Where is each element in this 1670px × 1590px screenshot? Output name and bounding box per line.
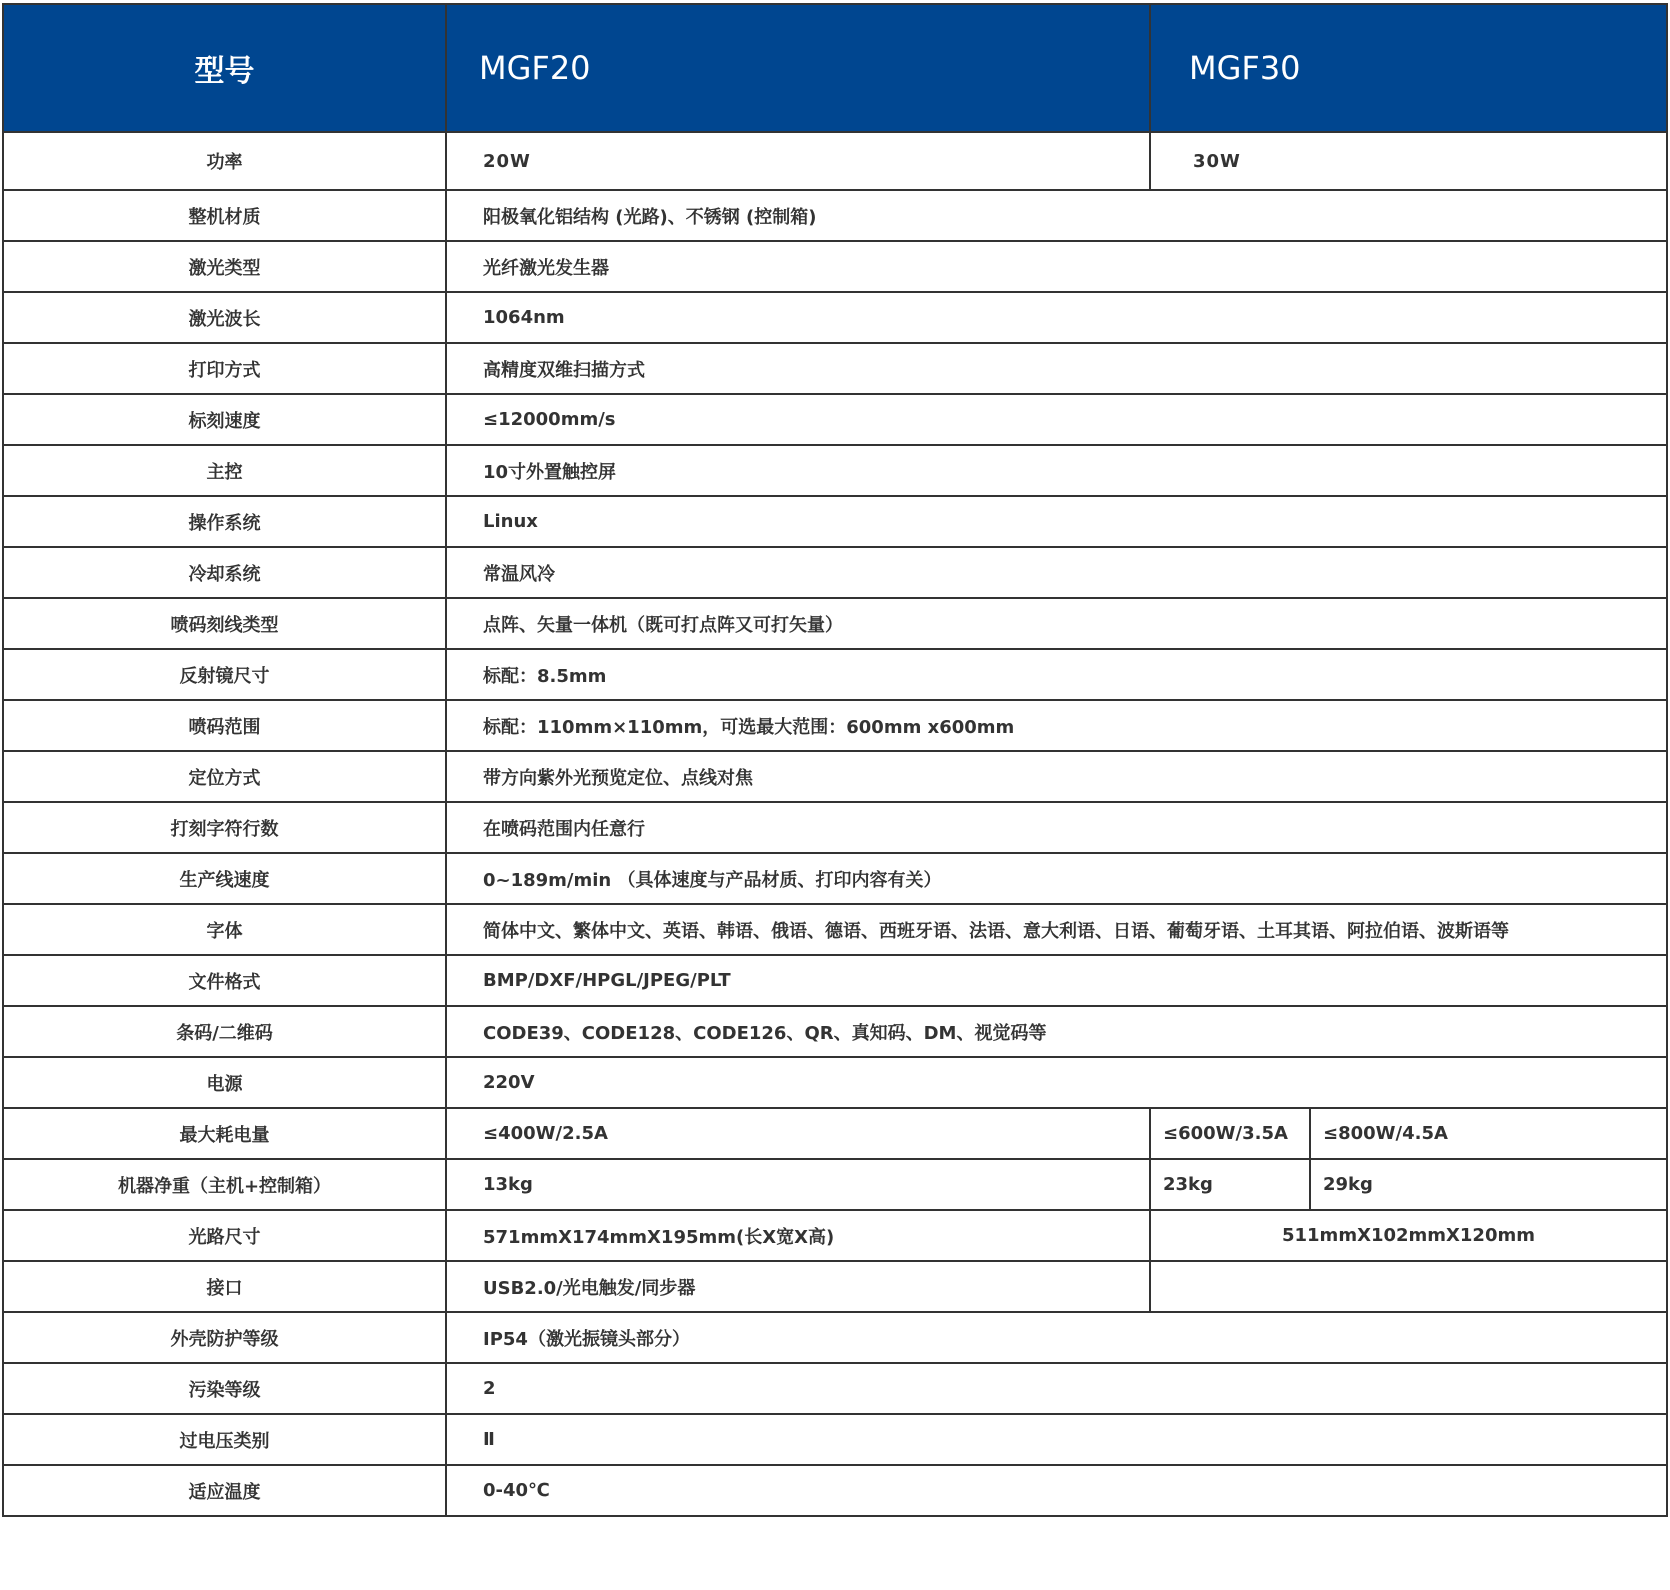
row-value: Linux	[446, 496, 1667, 547]
table-row	[3, 292, 1667, 343]
header-row	[3, 4, 1667, 132]
row-label: 功率	[3, 132, 446, 190]
table-row-optical-size	[3, 1210, 1667, 1261]
table-row	[3, 1006, 1667, 1057]
row-value: BMP/DXF/HPGL/JPEG/PLT	[446, 955, 1667, 1006]
row-value: 高精度双维扫描方式	[446, 343, 1667, 394]
row-value: ≤12000mm/s	[446, 394, 1667, 445]
header-model-mgf30: MGF30	[1150, 4, 1667, 132]
row-value: IP54（激光振镜头部分）	[446, 1312, 1667, 1363]
row-label: 最大耗电量	[3, 1108, 446, 1159]
row-label: 外壳防护等级	[3, 1312, 446, 1363]
row-value-2: ≤600W/3.5A	[1150, 1108, 1310, 1159]
row-value: 220V	[446, 1057, 1667, 1108]
row-label: 生产线速度	[3, 853, 446, 904]
row-value-mgf20: 20W	[446, 132, 1150, 190]
table-row	[3, 649, 1667, 700]
row-value: 0-40℃	[446, 1465, 1667, 1516]
table-row-power	[3, 132, 1667, 190]
row-label: 标刻速度	[3, 394, 446, 445]
table-row	[3, 1414, 1667, 1465]
table-row-net-weight	[3, 1159, 1667, 1210]
row-label: 定位方式	[3, 751, 446, 802]
row-label: 喷码刻线类型	[3, 598, 446, 649]
row-value-mgf30: 30W	[1150, 132, 1667, 190]
row-value: 1064nm	[446, 292, 1667, 343]
row-label: 反射镜尺寸	[3, 649, 446, 700]
table-row	[3, 496, 1667, 547]
row-value: USB2.0/光电触发/同步器	[446, 1261, 1150, 1312]
table-row	[3, 1312, 1667, 1363]
row-value: 光纤激光发生器	[446, 241, 1667, 292]
row-label: 整机材质	[3, 190, 446, 241]
row-label: 过电压类别	[3, 1414, 446, 1465]
table-row	[3, 955, 1667, 1006]
row-value: 简体中文、繁体中文、英语、韩语、俄语、德语、西班牙语、法语、意大利语、日语、葡萄牙语、土耳其语、阿拉伯语、波斯语等	[446, 904, 1667, 955]
row-value-2: 511mmX102mmX120mm	[1150, 1210, 1667, 1261]
row-label: 文件格式	[3, 955, 446, 1006]
row-label: 电源	[3, 1057, 446, 1108]
row-value-1: ≤400W/2.5A	[446, 1108, 1150, 1159]
row-label: 激光类型	[3, 241, 446, 292]
table-row	[3, 241, 1667, 292]
row-value-1: 571mmX174mmX195mm(长X宽X高)	[446, 1210, 1150, 1261]
table-row	[3, 394, 1667, 445]
row-value-1: 13kg	[446, 1159, 1150, 1210]
row-label: 污染等级	[3, 1363, 446, 1414]
table-row	[3, 1465, 1667, 1516]
row-value: 2	[446, 1363, 1667, 1414]
row-label: 喷码范围	[3, 700, 446, 751]
row-label: 冷却系统	[3, 547, 446, 598]
table-row	[3, 190, 1667, 241]
row-label: 机器净重（主机+控制箱）	[3, 1159, 446, 1210]
row-value: 带方向紫外光预览定位、点线对焦	[446, 751, 1667, 802]
row-label: 打刻字符行数	[3, 802, 446, 853]
row-label: 激光波长	[3, 292, 446, 343]
row-label: 适应温度	[3, 1465, 446, 1516]
header-model-mgf20: MGF20	[446, 4, 1150, 132]
row-label: 接口	[3, 1261, 446, 1312]
row-value: 在喷码范围内任意行	[446, 802, 1667, 853]
row-label: 光路尺寸	[3, 1210, 446, 1261]
table-row	[3, 445, 1667, 496]
table-row	[3, 700, 1667, 751]
spec-table	[2, 3, 1668, 1517]
table-row	[3, 904, 1667, 955]
table-row	[3, 547, 1667, 598]
row-value: 10寸外置触控屏	[446, 445, 1667, 496]
row-label: 操作系统	[3, 496, 446, 547]
row-value: 0~189m/min （具体速度与产品材质、打印内容有关）	[446, 853, 1667, 904]
table-row	[3, 802, 1667, 853]
header-label: 型号	[3, 4, 446, 132]
row-value: 标配：8.5mm	[446, 649, 1667, 700]
table-row	[3, 853, 1667, 904]
table-row	[3, 598, 1667, 649]
row-label: 字体	[3, 904, 446, 955]
row-label: 条码/二维码	[3, 1006, 446, 1057]
empty-cell	[1150, 1261, 1667, 1312]
row-value-3: ≤800W/4.5A	[1310, 1108, 1667, 1159]
row-value: 点阵、矢量一体机（既可打点阵又可打矢量）	[446, 598, 1667, 649]
table-row	[3, 1057, 1667, 1108]
row-value-3: 29kg	[1310, 1159, 1667, 1210]
table-row	[3, 1363, 1667, 1414]
table-row	[3, 343, 1667, 394]
row-label: 打印方式	[3, 343, 446, 394]
row-value: Ⅱ	[446, 1414, 1667, 1465]
row-value-2: 23kg	[1150, 1159, 1310, 1210]
table-row-interface	[3, 1261, 1667, 1312]
row-value: CODE39、CODE128、CODE126、QR、真知码、DM、视觉码等	[446, 1006, 1667, 1057]
table-row-max-power	[3, 1108, 1667, 1159]
table-row	[3, 751, 1667, 802]
row-value: 标配：110mm×110mm，可选最大范围：600mm x600mm	[446, 700, 1667, 751]
row-value: 常温风冷	[446, 547, 1667, 598]
row-value: 阳极氧化铝结构 (光路)、不锈钢 (控制箱)	[446, 190, 1667, 241]
row-label: 主控	[3, 445, 446, 496]
